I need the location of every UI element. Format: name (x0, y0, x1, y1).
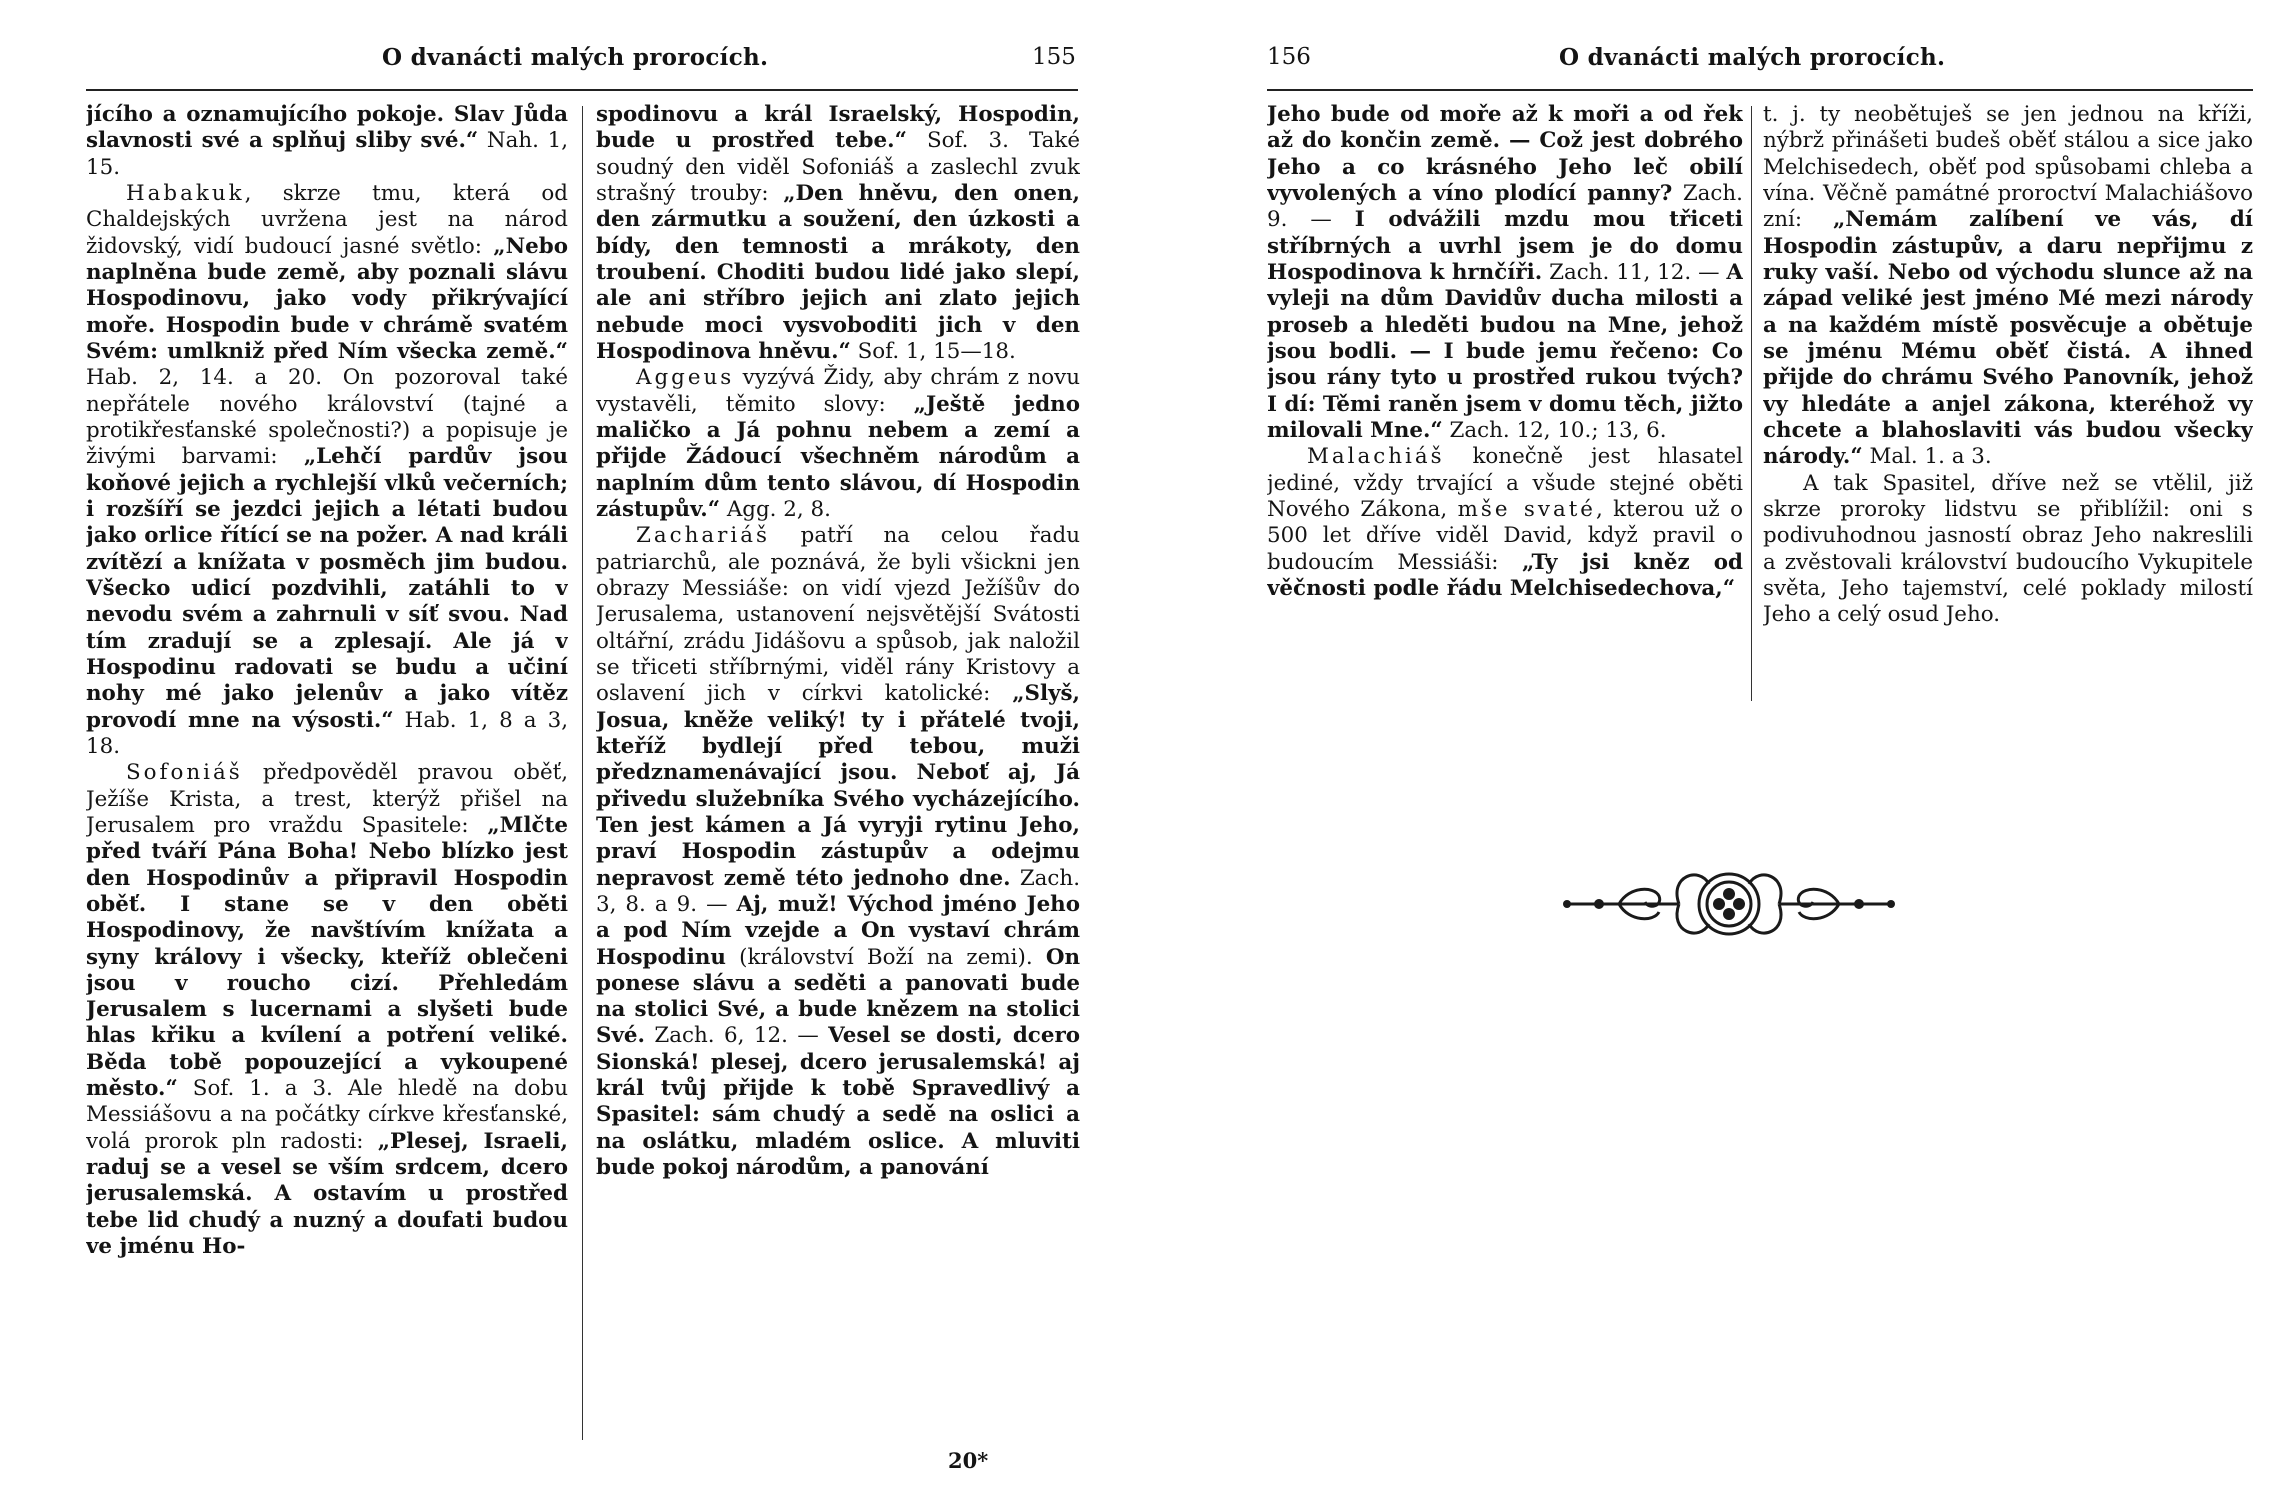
signature-mark: 20* (948, 1448, 989, 1473)
header-rule-right (1267, 89, 2253, 91)
running-header-right (1139, 44, 2278, 84)
header-rule-left (86, 89, 1078, 91)
paragraph: Jeho bude od moře až k moři a od řek až do končin země. — Což jest dobrého Jeho a co krásného Jeho leč obilí vyvolených a víno plodící panny? Zach. 9. — I odvážili mzdu mou třiceti stříbrných a uvrhl jsem je do domu Hospodinova k hrnčíři. Zach. 11, 12. — A vyleji na dům Davidův ducha milosti a proseb a hleděti budou na Mne, jehož jsou bodli. — I bude jemu řečeno: Co jsou rány tyto u prostřed rukou tvých? I dí: Těmi raněn jsem v domu těch, jižto milovali Mne.“ Zach. 12, 10.; 13, 6. (1267, 102, 1743, 443)
running-header-left (0, 44, 1139, 84)
ornament-fleuron-icon (1559, 856, 1899, 952)
prophet-name: Sofoniáš (126, 760, 243, 786)
column-divider-right (1751, 106, 1752, 701)
running-title-right: O dvanácti malých prorocích. (1559, 44, 1946, 71)
paragraph: spodinovu a král Israelský, Hospodin, bude u prostřed tebe.“ Sof. 3. Také soudný den viděl Sofoniáš a zaslechl zvuk strašný trouby: „Den hněvu, den onen, den zármutku a soužení, den úzkosti a bídy, den temnosti a mrákoty, den troubení. Choditi budou lidé jako slepí, ale ani stříbro jejich ani zlato jejich nebude moci vysvoboditi jich v den Hospodinova hněvu.“ Sof. 1, 15—18. (596, 102, 1080, 364)
paragraph: jícího a oznamujícího pokoje. Slav Jůda slavnosti své a splňuj sliby své.“ Nah. 1, 15. (86, 102, 568, 180)
page-number-155: 155 (1032, 44, 1076, 70)
paragraph-malachias: Malachiáš konečně jest hlasatel jediné, vždy trvající a všude stejné oběti Nového Zákona, mše svaté, kterou už o 500 let dříve viděl David, když pravil o budoucím Messiáši: „Ty jsi kněz od věčnosti podle řádu Melchisedechova,“ (1267, 444, 1743, 601)
right-column-1 (1267, 102, 1743, 722)
prophet-name: Habakuk (126, 180, 245, 206)
right-column-2 (1763, 102, 2253, 722)
right-page (1139, 0, 2278, 1500)
prophet-name: Aggeus (636, 365, 735, 391)
paragraph-conclusion: A tak Spasitel, dříve než se vtělil, již skrze proroky lidstvu se přiblížil: oni s podivuhodnou jasností obraz Jeho nakreslili a zvěstovali království budoucího Vykupitele světa, Jeho tajemství, celé poklady milostí Jeho a celý osud Jeho. (1763, 470, 2253, 628)
running-title-left: O dvanácti malých prorocích. (382, 44, 769, 71)
prophet-name: Zachariáš (636, 523, 770, 549)
prophet-name: Malachiáš (1307, 444, 1445, 470)
left-column-1 (86, 102, 568, 1457)
paragraph: t. j. ty neobětuješ se jen jednou na kříži, nýbrž přinášeti budeš oběť stálou a sice jako Melchisedech, oběť pod spůsobami chleba a vína. Věčně památné proroctví Malachiášovo zní: „Nemám zalíbení ve vás, dí Hospodin zástupův, a daru nepřijmu z ruky vaší. Nebo od východu slunce až na západ veliké jest jméno Mé mezi národy a na každém místě posvěcuje a obětuje se jménu Mému oběť čistá. A ihned přijde do chrámu Svého Panovník, jehož vy hledáte a anjel zákona, kteréhož vy chcete a blahoslaviti vás budou všecky národy.“ Mal. 1. a 3. (1763, 102, 2253, 470)
page-number-156: 156 (1267, 44, 1311, 70)
paragraph-aggeus: Aggeus vyzývá Židy, aby chrám z novu vystavěli, těmito slovy: „Ještě jedno maličko a Já pohnu nebem a zemí a přijde Žádoucí všechněm národům a naplním dům tento slávou, dí Hospodin zástupův.“ Agg. 2, 8. (596, 365, 1080, 522)
column-divider-left (582, 106, 583, 1440)
paragraph-habakuk: Habakuk, skrze tmu, která od Chaldejských uvržena jest na národ židovský, vidí budoucí jasné světlo: „Nebo naplněna bude země, aby poznali slávu Hospodinovu, jako vody přikrývající moře. Hospodin bude v chrámě svatém Svém: umlkniž před Ním všecka země.“ Hab. 2, 14. a 20. On pozoroval také nepřátele nového království (tajné a protikřesťanské společnosti?) a popisuje je živými barvami: „Lehčí pardův jsou koňové jejich a rychlejší vlků večerních; i rozšíří se jezdci jejich a létati budou jako orlice řítící se na požer. A nad králi zvítězí a knížata v posměch jim budou. Všecko udicí pozdvihli, zatáhli to v nevodu svém a zahrnuli v síť svou. Nad tím zradují se a zplesají. Ale já v Hospodinu radovati se budu a učiní nohy mé jako jelenův a jako vítěz provodí mne na výsosti.“ Hab. 1, 8 a 3, 18. (86, 180, 568, 759)
paragraph-zacharias: Zachariáš patří na celou řadu patriarchů, ale poznává, že byli všickni jen obrazy Messiáše: on vidí vjezd Ježíšův do Jerusalema, ustanovení nejsvětější Svátosti oltářní, zrádu Jidášovu a spůsob, jak naložil se třiceti stříbrnými, viděl rány Kristovy a oslavení jich v církvi katolické: „Slyš, Josua, kněže veliký! ty i přátelé tvoji, kteříž bydlejí před tebou, muži předznamenávající jsou. Neboť aj, Já přivedu služebníka Svého vycházejícího. Ten jest kámen a Já vyryji rytinu Jeho, praví Hospodin zástupův a odejmu nepravost země této jednoho dne. Zach. 3, 8. a 9. — Aj, muž! Východ jméno Jeho a pod Ním vzejde a On vystaví chrám Hospodinu (království Boží na zemi). On ponese slávu a seděti a panovati bude na stolici Své, a bude knězem na stolici Své. Zach. 6, 12. — Vesel se dosti, dcero Sionská! plesej, dcero jerusalemská! aj král tvůj přijde k tobě Spravedlivý a Spasitel: sám chudý a sedě na oslici a na oslátku, mladém oslice. A mluviti bude pokoj národům, a panování (596, 523, 1080, 1181)
paragraph-sofonias: Sofoniáš předpověděl pravou oběť, Ježíše Krista, a trest, kterýž přišel na Jerusalem pro vraždu Spasitele: „Mlčte před tváří Pána Boha! Nebo blízko jest den Hospodinův a připravil Hospodin oběť. I stane se v den oběti Hospodinovy, že navštívím knížata a syny královy i všecky, kteříž oblečeni jsou v roucho cizí. Přehledám Jerusalem s lucernami a slyšeti bude hlas křiku a kvílení a potření veliké. Běda tobě popouzející a vykoupené město.“ Sof. 1. a 3. Ale hledě na dobu Messiášovu a na počátky církve křesťanské, volá prorok pln radosti: „Plesej, Israeli, raduj se a vesel se vším srdcem, dcero jerusalemská. A ostavím u prostřed tebe lid chudý a nuzný a doufati budou ve jménu Ho- (86, 760, 568, 1260)
left-column-2 (596, 102, 1080, 1457)
